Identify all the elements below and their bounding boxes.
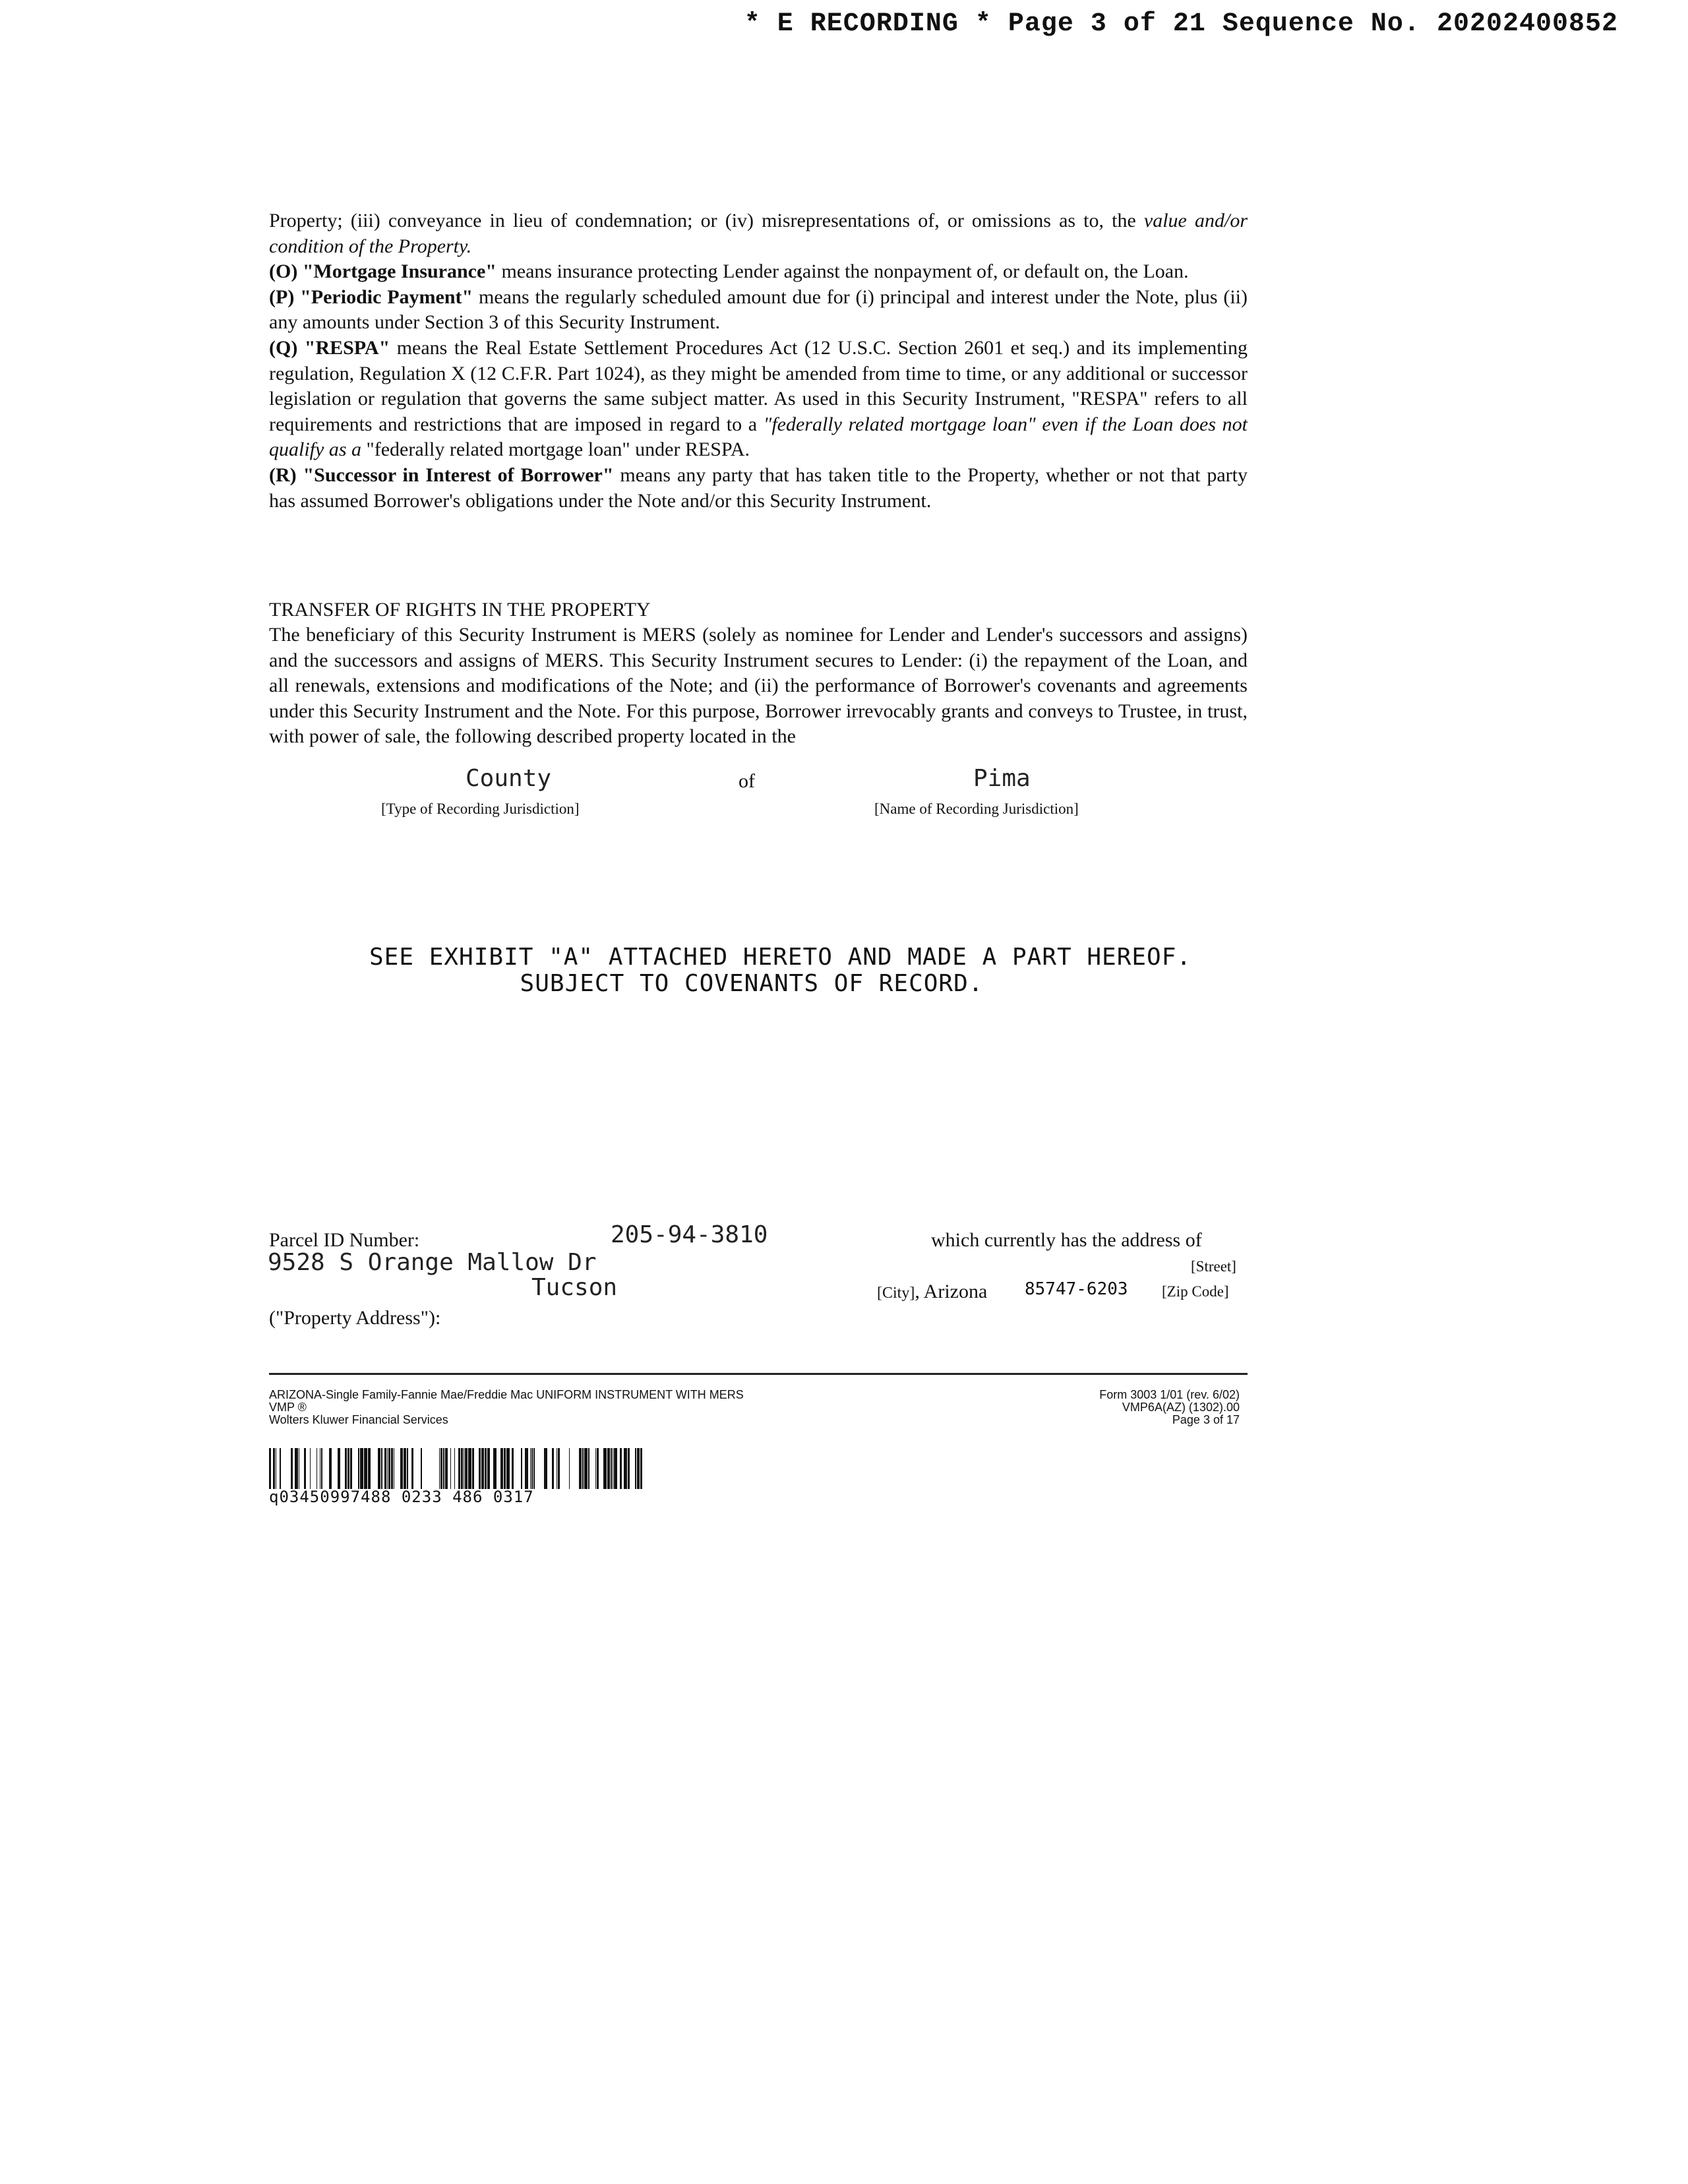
barcode-bar (360, 1448, 363, 1489)
barcode-bar (525, 1448, 528, 1489)
barcode-bar (404, 1448, 406, 1489)
city-value: Tucson (531, 1274, 618, 1301)
barcode-bar (291, 1448, 293, 1489)
barcode-bar (364, 1448, 367, 1489)
form-title-line-1: ARIZONA-Single Family-Fannie Mae/Freddie Mac UNIFORM INSTRUMENT WITH MERS (269, 1388, 744, 1401)
barcode-bar (400, 1448, 403, 1489)
barcode-bar (387, 1448, 388, 1489)
barcode-bar (530, 1448, 531, 1489)
barcode-bar (611, 1448, 612, 1489)
barcode-image (269, 1448, 649, 1489)
parcel-id-value: 205-94-3810 (611, 1221, 768, 1248)
form-title (269, 1389, 744, 1426)
barcode-bar (450, 1448, 451, 1489)
definition-continuation: Property; (iii) conveyance in lieu of condemnation; or (iv) misrepresentations of, or omissions as to, the value and/or condition of the Property. (269, 210, 1248, 257)
barcode-bar (481, 1448, 484, 1489)
barcode-bar (504, 1448, 506, 1489)
form-number-line-1: Form 3003 1/01 (rev. 6/02) (1099, 1388, 1240, 1401)
barcode-bar (280, 1448, 281, 1489)
barcode-bar (347, 1448, 349, 1489)
address-intro: which currently has the address of (931, 1229, 1202, 1251)
footer-divider (269, 1373, 1248, 1375)
barcode-bar (487, 1448, 490, 1489)
barcode-bar (388, 1448, 390, 1489)
barcode-bar (461, 1448, 463, 1489)
barcode-bar (445, 1448, 448, 1489)
barcode-bar (603, 1448, 607, 1489)
term-respa: "RESPA" (304, 336, 390, 359)
barcode-bar (321, 1448, 322, 1489)
barcode-bar (500, 1448, 503, 1489)
definition-o: (O) "Mortgage Insurance" means insurance protecting Lender against the nonpayment of, or default on, the Loan. (269, 260, 1189, 283)
form-number-line-2: VMP6A(AZ) (1302).00 (1122, 1401, 1240, 1414)
form-title-line-3: Wolters Kluwer Financial Services (269, 1413, 448, 1426)
barcode-bar (310, 1448, 311, 1489)
transfer-paragraph: The beneficiary of this Security Instrument is MERS (solely as nominee for Lender and Lender's successors and assigns) and the successors and assigns of MERS. This Security Instrument secures to Lender: (i) the repayment of the Loan, and all renewals, extensions and modifications of the Note; and (ii) the performance of Borrower's covenants and agreements under this Security Instrument and the Note. For this purpose, Borrower irrevocably grants and conveys to Trustee, in trust, with power of sale, the following described property located in the (269, 624, 1248, 748)
barcode-bar (329, 1448, 332, 1489)
barcode-bar (620, 1448, 622, 1489)
barcode-bar (440, 1448, 442, 1489)
barcode-bar (485, 1448, 487, 1489)
jurisdiction-name-value: Pima (973, 765, 1031, 792)
definitions-section (269, 208, 1248, 514)
barcode-bar (521, 1448, 522, 1489)
barcode-bar (531, 1448, 533, 1489)
recording-header: * E RECORDING * Page 3 of 21 Sequence No. 20202400852 (744, 9, 1618, 39)
barcode-bar (595, 1448, 596, 1489)
barcode-bar (439, 1448, 440, 1489)
form-number (1099, 1389, 1240, 1426)
barcode-bar (411, 1448, 413, 1489)
barcode-bar (533, 1448, 535, 1489)
barcode-bar (512, 1448, 514, 1489)
barcode-bar (569, 1448, 570, 1489)
barcode-bar (381, 1448, 382, 1489)
state-text: , Arizona (915, 1281, 988, 1302)
barcode-bar (304, 1448, 306, 1489)
jurisdiction-of-word: of (738, 770, 755, 792)
property-address-label: ("Property Address"): (269, 1307, 441, 1329)
zip-label: [Zip Code] (1162, 1283, 1229, 1300)
street-label: [Street] (1191, 1258, 1236, 1275)
barcode-bar (579, 1448, 582, 1489)
barcode-bar (368, 1448, 371, 1489)
barcode-bar (384, 1448, 386, 1489)
barcode-bar (316, 1448, 317, 1489)
transfer-heading: TRANSFER OF RIGHTS IN THE PROPERTY (269, 599, 651, 621)
barcode-bar (443, 1448, 444, 1489)
barcode-bar (378, 1448, 380, 1489)
barcode-bar (407, 1448, 408, 1489)
city-state-line (877, 1281, 987, 1303)
barcode-bar (544, 1448, 547, 1489)
barcode-bar (458, 1448, 460, 1489)
barcode-bar (597, 1448, 599, 1489)
barcode-bar (607, 1448, 610, 1489)
term-periodic-payment: "Periodic Payment" (300, 286, 473, 308)
barcode-bar (635, 1448, 636, 1489)
jurisdiction-type-label: [Type of Recording Jurisdiction] (381, 801, 580, 817)
barcode-bar (269, 1448, 271, 1489)
barcode-bar (358, 1448, 359, 1489)
barcode-bar (350, 1448, 352, 1489)
barcode-bar (614, 1448, 617, 1489)
barcode-bar (640, 1448, 642, 1489)
barcode-bar (479, 1448, 481, 1489)
zip-value: 85747-6203 (1025, 1279, 1128, 1299)
form-number-line-3: Page 3 of 17 (1172, 1413, 1240, 1426)
street-value: 9528 S Orange Mallow Dr (268, 1249, 597, 1276)
form-title-line-2: VMP ® (269, 1401, 307, 1414)
barcode-bar (345, 1448, 347, 1489)
barcode-bar (624, 1448, 627, 1489)
jurisdiction-type-value: County (466, 765, 552, 792)
barcode-bar (468, 1448, 471, 1489)
barcode-bar (472, 1448, 474, 1489)
barcode-bar (628, 1448, 630, 1489)
barcode-bar (338, 1448, 340, 1489)
barcode-bar (421, 1448, 422, 1489)
barcode-bar (465, 1448, 467, 1489)
parcel-id-label: Parcel ID Number: (269, 1229, 420, 1251)
exhibit-reference (369, 944, 1192, 997)
barcode-bar (506, 1448, 510, 1489)
barcode-bar (552, 1448, 554, 1489)
barcode-bar (584, 1448, 588, 1489)
exhibit-line-1: SEE EXHIBIT "A" ATTACHED HERETO AND MADE A PART HEREOF. (369, 944, 1192, 971)
definition-r: (R) "Successor in Interest of Borrower" means any party that has taken title to the Property, whether or not that party has assumed Borrower's obligations under the Note and/or this Security Instrument. (269, 464, 1248, 512)
barcode-bar (391, 1448, 393, 1489)
term-mortgage-insurance: "Mortgage Insurance" (302, 260, 497, 283)
barcode-bar (454, 1448, 455, 1489)
exhibit-line-2: SUBJECT TO COVENANTS OF RECORD. (520, 970, 984, 997)
city-label: [City] (877, 1285, 915, 1302)
barcode-bar (273, 1448, 275, 1489)
term-successor-in-interest: "Successor in Interest of Borrower" (303, 464, 614, 486)
barcode-bar (558, 1448, 560, 1489)
barcode-bar (493, 1448, 497, 1489)
barcode-bar (582, 1448, 584, 1489)
definition-q: (Q) "RESPA" means the Real Estate Settlement Procedures Act (12 U.S.C. Section 2601 et seq.) and its implementing regulation, Regulation X (12 C.F.R. Part 1024), as they might be amended from time to time, or any additional or successor legislation or regulation that governs the same subject matter. As used in this Security Instrument, "RESPA" refers to all requirements and restrictions that are imposed in regard to a "federally related mortgage loan" even if the Loan does not qualify as a "federally related mortgage loan" under RESPA. (269, 336, 1248, 461)
barcode-bar (295, 1448, 298, 1489)
barcode-bar (588, 1448, 589, 1489)
jurisdiction-name-label: [Name of Recording Jurisdiction] (874, 801, 1079, 817)
barcode-bar (637, 1448, 640, 1489)
definition-p: (P) "Periodic Payment" means the regularly scheduled amount due for (i) principal and interest under the Note, plus (ii) any amounts under Section 3 of this Security Instrument. (269, 286, 1248, 334)
barcode-number: q03450997488 0233 486 0317 (269, 1488, 534, 1506)
